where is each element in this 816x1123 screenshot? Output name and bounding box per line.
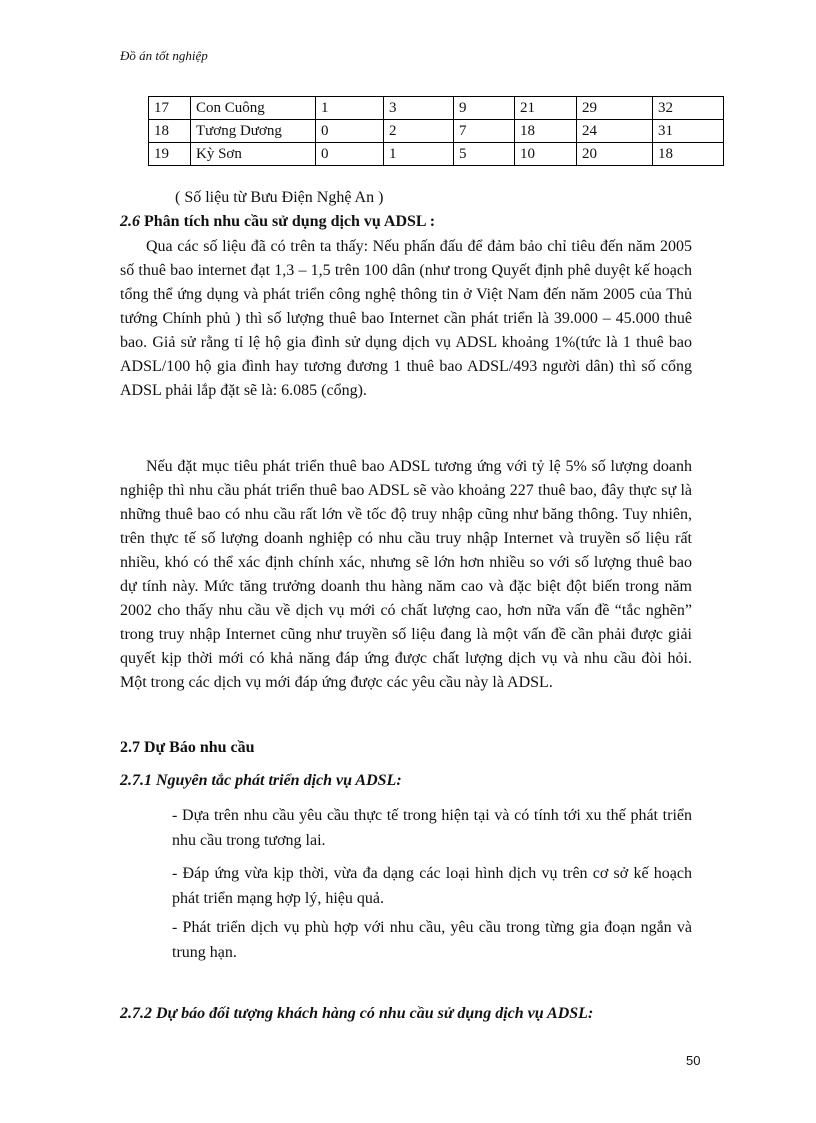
- page-number: 50: [686, 1053, 701, 1068]
- table-cell: 20: [577, 143, 653, 166]
- paragraph-1: Qua các số liệu đã có trên ta thấy: Nếu phấn đấu để đảm bảo chỉ tiêu đến năm 2005 số thuê bao internet đạt 1,3 – 1,5 trên 100 dân (như trong Quyết định phê duyệt kế hoạch tổng thể ứng dụng và phát triển công nghệ thông tin ở Việt Nam đến năm 2005 của Thủ tướng Chính phủ ) thì số lượng thuê bao Internet cần phát triển là 39.000 – 45.000 thuê bao. Giả sử rằng tỉ lệ hộ gia đình sử dụng dịch vụ ADSL khoảng 1%(tức là 1 thuê bao ADSL/100 hộ gia đình hay tương đương 1 thuê bao ADSL/493 người dân) thì số cổng ADSL phải lắp đặt sẽ là: 6.085 (cổng).: [120, 238, 692, 399]
- table-cell: 18: [515, 120, 577, 143]
- table-cell: 1: [316, 97, 384, 120]
- table-cell: 10: [515, 143, 577, 166]
- table-cell: 5: [454, 143, 515, 166]
- list-item: - Dựa trên nhu cầu yêu cầu thực tế trong hiện tại và có tính tới xu thế phát triển nhu cầu trong tương lai.: [172, 807, 692, 849]
- table-row: [149, 120, 724, 143]
- section-2-6-number: 2.6: [120, 213, 140, 230]
- table-cell: 0: [316, 143, 384, 166]
- table-cell: 17: [149, 97, 191, 120]
- table-source-note: ( Số liệu từ Bưu Điện Nghệ An ): [175, 189, 384, 206]
- table-cell: 9: [454, 97, 515, 120]
- section-2-6-heading: [120, 213, 435, 231]
- table-cell: Kỳ Sơn: [191, 143, 316, 166]
- table-cell: 19: [149, 143, 191, 166]
- table-cell: 0: [316, 120, 384, 143]
- table-cell: Tương Dương: [191, 120, 316, 143]
- table-cell: 21: [515, 97, 577, 120]
- table-cell: 3: [384, 97, 454, 120]
- table-cell: 1: [384, 143, 454, 166]
- section-2-7-1-heading: 2.7.1 Nguyên tắc phát triển dịch vụ ADSL:: [120, 772, 402, 789]
- table-cell: 32: [653, 97, 724, 120]
- data-table: [148, 96, 724, 166]
- paragraph-2: Nếu đặt mục tiêu phát triển thuê bao ADSL tương ứng với tỷ lệ 5% số lượng doanh nghiệp thì nhu cầu phát triển thuê bao ADSL sẽ vào khoảng 227 thuê bao, đây thực sự là những thuê bao có nhu cầu rất lớn về tốc độ truy nhập cũng như băng thông. Tuy nhiên, trên thực tế số lượng doanh nghiệp có nhu cầu truy nhập Internet và truyền số liệu rất nhiều, khó có thể xác định chính xác, nhưng sẽ lớn hơn nhiều so với số lượng thuê bao dự tính này. Mức tăng trưởng doanh thu hàng năm cao và đặc biệt đột biến trong năm 2002 cho thấy nhu cầu về dịch vụ mới có chất lượng cao, hơn nữa vấn đề “tắc nghẽn” trong truy nhập Internet cũng như truyền số liệu đang là một vấn đề cần phải được giải quyết kịp thời mới có khả năng đáp ứng được chất lượng dịch vụ và nhu cầu đòi hỏi. Một trong các dịch vụ mới đáp ứng được các yêu cầu này là ADSL.: [120, 458, 692, 691]
- table-cell: 18: [653, 143, 724, 166]
- table-row: [149, 143, 724, 166]
- table-cell: 29: [577, 97, 653, 120]
- table-cell: 31: [653, 120, 724, 143]
- table-row: [149, 97, 724, 120]
- table-cell: 2: [384, 120, 454, 143]
- table-cell: Con Cuông: [191, 97, 316, 120]
- document-header: Đồ án tốt nghiệp: [120, 48, 208, 63]
- section-2-6-title: Phân tích nhu cầu sử dụng dịch vụ ADSL :: [144, 213, 436, 230]
- section-2-7-2-heading: 2.7.2 Dự báo đối tượng khách hàng có nhu cầu sử dụng dịch vụ ADSL:: [120, 1005, 594, 1022]
- section-2-7-heading: 2.7 Dự Báo nhu cầu: [120, 739, 255, 756]
- table-cell: 7: [454, 120, 515, 143]
- table-cell: 18: [149, 120, 191, 143]
- list-item: - Đáp ứng vừa kịp thời, vừa đa dạng các loại hình dịch vụ trên cơ sở kế hoạch phát triển mạng hợp lý, hiệu quả.: [172, 865, 692, 907]
- list-item: - Phát triển dịch vụ phù hợp với nhu cầu, yêu cầu trong từng gia đoạn ngắn và trung hạn.: [172, 919, 692, 961]
- table-cell: 24: [577, 120, 653, 143]
